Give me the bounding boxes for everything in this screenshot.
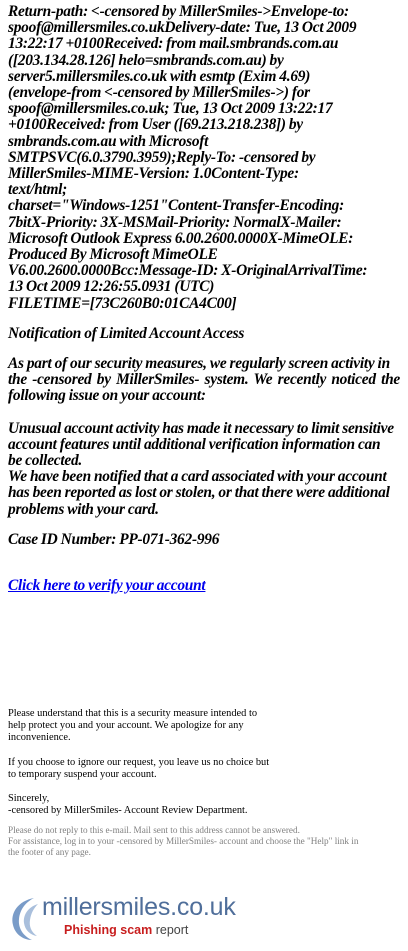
email-small-text bbox=[8, 708, 400, 858]
activity-paragraph: Unusual account activity has made it necessary to limit sensitive account features until additional verification information can be collected. bbox=[8, 419, 394, 470]
ignore-paragraph: If you choose to ignore our request, you leave us no choice but to temporary suspend your account. bbox=[8, 756, 270, 780]
security-paragraph: As part of our security measures, we regularly screen activity in the -censored by MillerSmiles- system. We recently noticed the following issue on your account: bbox=[8, 355, 400, 405]
signoff: Sincerely, -censored by MillerSmiles- Account Review Department. bbox=[8, 793, 248, 817]
understand-paragraph: Please understand that this is a security measure intended to help protect you and your account. We apologize for any inconvenience. bbox=[8, 708, 258, 744]
email-headers: Return-path: <-censored by MillerSmiles->Envelope-to: spoof@millersmiles.co.ukDelivery-date: Tue, 13 Oct 2009 13:22:17 +0100Received: from mail.smbrands.com.au ([203.134.28.126] helo=smbrands.com.au) by server5.millersmiles.co.uk with esmtp (Exim 4.69) (envelope-from <-censored by MillerSmiles->) for spoof@millersmiles.co.uk; Tue, 13 Oct 2009 13:22:17 +0100Received: from User ([69.213.218.238]) by smbrands.com.au with Microsoft SMTPSVC(6.0.3790.3959);Reply-To: -censored by MillerSmiles-MIME-Version: 1.0Content-Type: text/html; charset="Windows-1251"Content-Transfer-Encoding: 7bitX-Priority: 3X-MSMail-Priority: NormalX-Mailer: Microsoft Outlook Express 6.00.2600.0000X-MimeOLE: Produced By Microsoft MimeOLE V6.00.2600.0000Bcc:Message-ID: X-OriginalArrivalTime: 13 Oct 2009 12:26:55.0931 (UTC) FILETIME=[73C260B0:01CA4C00] bbox=[8, 3, 368, 312]
card-paragraph: We have been notified that a card associated with your account has been reported as lost or stolen, or that there were additional problems with your card. bbox=[8, 468, 390, 518]
footer-note: Please do not reply to this e-mail. Mail sent to this address cannot be answered. For assistance, log in to your -censored by MillerSmiles- account and choose the "Help" link in the footer of any page. bbox=[8, 825, 359, 858]
notice-title: Notification of Limited Account Access bbox=[8, 324, 245, 342]
case-id: Case ID Number: PP-071-362-996 bbox=[8, 530, 220, 548]
verify-account-link[interactable]: Click here to verify your account bbox=[8, 577, 206, 595]
logo-domain-text: millersmiles.co.uk bbox=[42, 893, 236, 921]
millersmiles-logo bbox=[8, 893, 248, 945]
tagline-report: report bbox=[155, 923, 189, 937]
logo-tagline bbox=[64, 923, 188, 937]
tagline-phishing-scam: Phishing scam bbox=[64, 923, 153, 937]
email-body bbox=[8, 4, 400, 594]
